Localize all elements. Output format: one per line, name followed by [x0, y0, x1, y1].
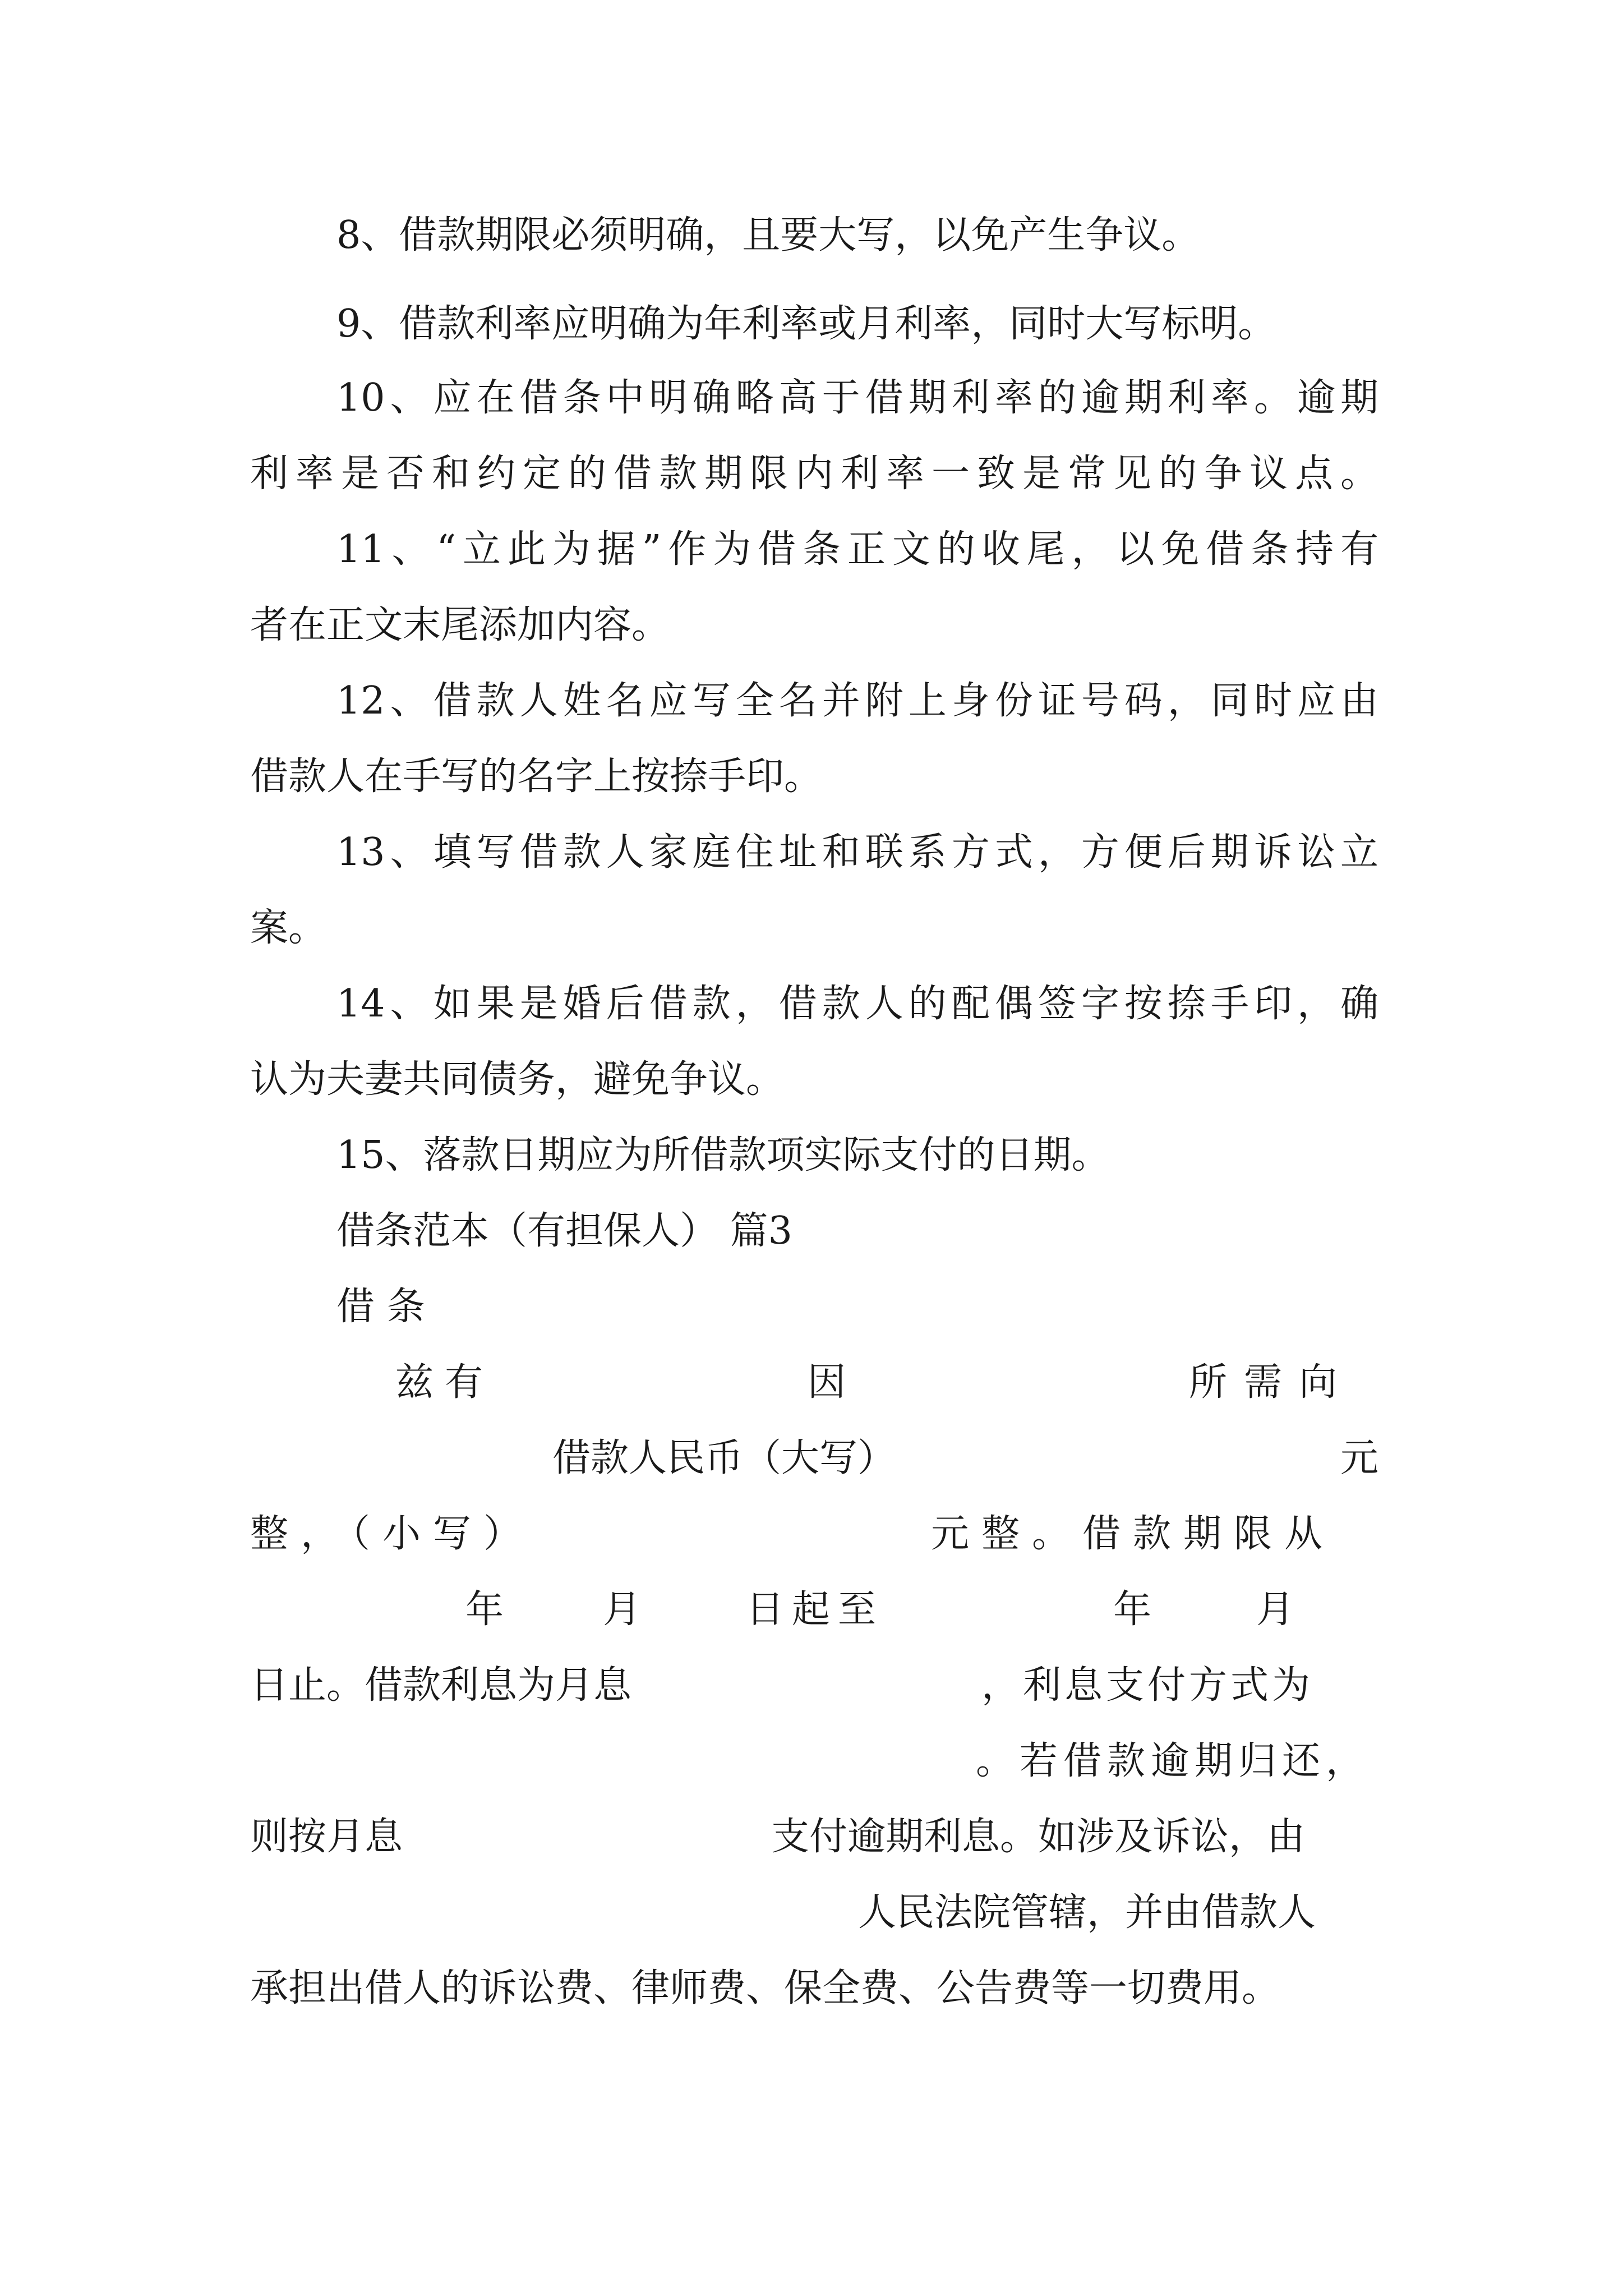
paragraph-12-line-1: 12、借款人姓名应写全名并附上身份证号码，同时应由 — [336, 679, 1378, 723]
section-heading: 借条范本（有担保人） 篇3 — [336, 1209, 792, 1253]
template-l5-a: 日止。借款利息为月息 — [250, 1663, 632, 1708]
template-l5-b: ，利息支付方式为 — [981, 1663, 1314, 1708]
paragraph-8: 8、借款期限必须明确，且要大写，以免产生争议。 — [336, 213, 1200, 257]
paragraph-14-line-2: 认为夫妻共同债务，避免争议。 — [250, 1057, 785, 1102]
template-l1-b: 因 — [808, 1360, 846, 1405]
template-l2-a: 借款人民币（大写） — [552, 1436, 896, 1480]
template-l1-c: 所需向 — [1189, 1360, 1354, 1405]
template-l6-a: 。若借款逾期归还， — [976, 1739, 1370, 1783]
template-l4-a: 年 — [465, 1588, 504, 1632]
paragraph-13-line-1: 13、填写借款人家庭住址和联系方式，方便后期诉讼立 — [336, 830, 1378, 875]
paragraph-14-line-1: 14、如果是婚后借款，借款人的配偶签字按捺手印，确 — [336, 982, 1378, 1026]
template-l3-b: 元整。借款期限从 — [931, 1512, 1335, 1556]
paragraph-11-line-1: 11、“立此为据”作为借条正文的收尾，以免借条持有 — [336, 527, 1378, 572]
paragraph-13-line-2: 案。 — [250, 906, 327, 950]
template-l1-a: 兹有 — [395, 1360, 495, 1405]
paragraph-15: 15、落款日期应为所借款项实际支付的日期。 — [336, 1133, 1110, 1177]
template-l4-e: 月 — [1256, 1588, 1295, 1632]
paragraph-10-line-1: 10、应在借条中明确略高于借期利率的逾期利率。逾期 — [336, 376, 1378, 420]
template-l4-d: 年 — [1113, 1588, 1152, 1632]
paragraph-9: 9、借款利率应明确为年利率或月利率，同时大写标明。 — [336, 302, 1276, 346]
template-l3-a: 整，（小写） — [250, 1512, 534, 1556]
template-l2-b: 元 — [1340, 1436, 1379, 1480]
template-l7-b: 支付逾期利息。如涉及诉讼，由 — [771, 1815, 1306, 1859]
paragraph-11-line-2: 者在正文末尾添加内容。 — [250, 603, 670, 647]
template-l8-a: 人民法院管辖，并由借款人 — [858, 1890, 1316, 1935]
paragraph-10-line-2: 利率是否和约定的借款期限内利率一致是常见的争议点。 — [250, 452, 1378, 496]
template-l9-a: 承担出借人的诉讼费、律师费、保全费、公告费等一切费用。 — [250, 1966, 1280, 2010]
template-l7-a: 则按月息 — [250, 1815, 403, 1859]
paragraph-12-line-2: 借款人在手写的名字上按捺手印。 — [250, 754, 823, 799]
template-l4-c: 日起至 — [746, 1588, 884, 1632]
template-l4-b: 月 — [603, 1588, 642, 1632]
document-title: 借 条 — [336, 1285, 425, 1329]
